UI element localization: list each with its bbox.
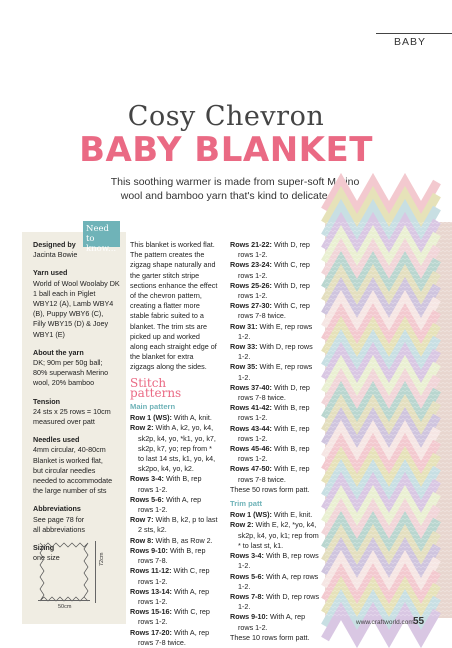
sidebar-block-line: measured over patt xyxy=(33,417,95,427)
row-label: Rows 9-10: xyxy=(130,545,168,555)
pattern-row xyxy=(230,612,320,632)
row-label: Row 2: xyxy=(130,423,154,433)
row-label: Rows 3-4: xyxy=(130,474,164,484)
blanket-photo xyxy=(325,222,452,618)
standfirst: This soothing warmer is made from super-soft Merino wool and bamboo yarn that's kind to delicate skin xyxy=(110,176,360,202)
sidebar-block-line: (B), Puppy WBY6 (C), xyxy=(33,309,104,319)
row-label: Row 8: xyxy=(130,535,154,545)
sidebar-block-line: DK; 90m per 50g ball; xyxy=(33,358,103,368)
pattern-row xyxy=(130,423,218,474)
row-instruction: With A, rep rows 1-2. xyxy=(238,571,319,591)
pattern-row xyxy=(230,551,320,571)
main-pattern-rows-cont xyxy=(230,240,320,485)
row-instruction: With C, rep rows 7-8 twice. xyxy=(238,301,310,321)
row-instruction: With D, rep rows 1-2. xyxy=(238,240,310,260)
row-label: Row 33: xyxy=(230,342,258,352)
row-instruction: With E, k2, *yo, k4, sk2p, k4, yo, k1; rep from * to last st, k1. xyxy=(238,520,319,550)
row-label: Rows 45-46: xyxy=(230,444,272,454)
pattern-row xyxy=(230,403,320,423)
row-label: Row 1 (WS): xyxy=(230,510,272,520)
pattern-row xyxy=(230,322,320,342)
row-instruction: With E, rep rows 1-2. xyxy=(238,423,310,443)
row-label: Row 1 (WS): xyxy=(130,413,172,423)
sidebar-block xyxy=(33,397,125,428)
pattern-row xyxy=(130,495,218,515)
row-label: Rows 13-14: xyxy=(130,586,172,596)
row-instruction: With B, as Row 2. xyxy=(153,535,213,545)
row-instruction: With B, rep rows 1-2. xyxy=(238,551,319,571)
sidebar-block xyxy=(33,240,125,260)
row-label: Rows 11-12: xyxy=(130,566,172,576)
width-label: 50cm xyxy=(58,604,72,610)
pattern-row xyxy=(230,240,320,260)
row-label: Rows 5-6: xyxy=(230,571,264,581)
row-instruction: With D, rep rows 1-2. xyxy=(238,280,310,301)
trim-end-note: These 10 rows form patt. xyxy=(230,632,310,642)
pattern-row xyxy=(230,520,320,551)
sidebar-block-line: needed to accommodate xyxy=(33,476,113,486)
row-label: Rows 47-50: xyxy=(230,464,272,474)
section-label: BABY xyxy=(394,36,427,48)
pattern-row xyxy=(230,592,320,612)
row-instruction: With C, rep rows 1-2. xyxy=(138,607,210,627)
sidebar-block-line: WBY12 (A), Lamb WBY4 xyxy=(33,299,114,309)
row-instruction: With D, rep rows 7-8 twice. xyxy=(238,382,310,403)
pattern-row xyxy=(230,260,320,280)
title-line-2: BABY BLANKET xyxy=(79,130,373,170)
sidebar-block-line: World of Wool Woolaby DK xyxy=(33,278,120,288)
title-line-1: Cosy Chevron xyxy=(127,101,325,132)
pattern-row xyxy=(130,413,218,423)
sidebar-block-line: 80% superwash Merino xyxy=(33,368,109,378)
row-instruction: With A, rep rows 1-2. xyxy=(138,494,202,515)
row-label: Row 31: xyxy=(230,321,258,331)
pattern-row xyxy=(230,444,320,464)
section-tag xyxy=(376,33,452,49)
sidebar-block xyxy=(33,435,125,496)
pattern-row xyxy=(130,536,218,546)
row-label: Rows 37-40: xyxy=(230,382,272,392)
sidebar-block-line: Filly WBY15 (D) & Joey xyxy=(33,319,109,329)
pattern-row xyxy=(230,301,320,321)
sidebar-block-heading: Abbreviations xyxy=(33,504,81,514)
sidebar-block-line: Jacinta Bowie xyxy=(33,250,78,260)
row-instruction: With D, rep rows 1-2. xyxy=(238,591,320,612)
pattern-row xyxy=(130,515,218,535)
sidebar-block-line: 24 sts x 25 rows = 10cm xyxy=(33,406,111,416)
pattern-column-1 xyxy=(130,240,218,648)
height-label: 72cm xyxy=(99,552,105,566)
pattern-row xyxy=(130,566,218,586)
sidebar-block-line: 1 ball each in Piglet xyxy=(33,288,96,298)
row-instruction: With C, rep rows 1-2. xyxy=(138,566,210,586)
pattern-row xyxy=(230,510,320,520)
row-instruction: With A, rep rows 1-2. xyxy=(238,612,306,632)
row-instruction: With B, k2, p to last 2 sts, k2. xyxy=(138,515,218,535)
sidebar-block-line: WBY1 (E) xyxy=(33,329,65,339)
pattern-row xyxy=(230,383,320,403)
main-pattern-subheading: Main pattern xyxy=(130,402,176,412)
row-label: Rows 17-20: xyxy=(130,627,172,637)
sidebar-block-line: but circular needles xyxy=(33,465,96,475)
intro-text: This blanket is worked flat. The pattern creates the zigzag shape naturally and the garter stitch stripe sections enhance the effect of the chevron pattern, creating a flatter more stable fabric suited to a blanket. The trim sts are picked up and worked along each straight edge of the blanket for extra zigzags along the sides. xyxy=(130,240,218,372)
stitch-patterns-heading: Stitch patterns xyxy=(130,375,182,400)
sidebar-block-heading: Needles used xyxy=(33,435,80,445)
sidebar-block-heading: Designed by xyxy=(33,240,76,249)
sidebar-block xyxy=(33,504,125,535)
trim-pattern-rows xyxy=(230,510,320,632)
sidebar-block-line: one size xyxy=(33,553,60,563)
row-label: Rows 15-16: xyxy=(130,607,172,617)
row-label: Rows 3-4: xyxy=(230,551,264,561)
main-pattern-rows xyxy=(130,413,218,648)
pattern-row xyxy=(230,342,320,362)
row-instruction: With E, rep rows 1-2. xyxy=(238,321,313,341)
width-dimension-line xyxy=(38,600,90,601)
row-label: Rows 5-6: xyxy=(130,494,164,504)
sidebar-block xyxy=(33,348,125,389)
sidebar-block-line: all abbreviations xyxy=(33,524,85,534)
sidebar-block-line: wool, 20% bamboo xyxy=(33,378,95,388)
sidebar-block-heading: Sizing xyxy=(33,543,55,553)
row-label: Rows 43-44: xyxy=(230,423,272,433)
row-instruction: With A, k2, yo, k4, sk2p, k4, yo, *k1, yo, k7, sk2p, k7, yo; rep from * to last 14 sts, k1, yo, k4, sk2po, k4, yo, k2. xyxy=(138,423,216,474)
height-dimension-line xyxy=(95,541,96,603)
row-instruction: With E, knit. xyxy=(271,510,313,520)
row-label: Rows 27-30: xyxy=(230,301,272,311)
row-instruction: With B, rep rows 1-2. xyxy=(138,474,202,494)
row-instruction: With A, rep rows 7-8 twice. xyxy=(138,627,210,647)
sidebar-block-line: 4mm circular, 40-80cm xyxy=(33,445,106,455)
sidebar-block-line: the large number of sts xyxy=(33,486,107,496)
pattern-row xyxy=(230,362,320,382)
sidebar-block-heading: Tension xyxy=(33,396,61,406)
pattern-row xyxy=(230,281,320,301)
row-instruction: With B, rep rows 1-2. xyxy=(238,444,310,464)
row-instruction: With A, rep rows 1-2. xyxy=(138,586,210,606)
row-label: Row 2: xyxy=(230,520,254,530)
pattern-row xyxy=(130,474,218,494)
sidebar-block-line: See page 78 for xyxy=(33,514,85,524)
row-instruction: With B, rep rows 1-2. xyxy=(238,403,310,423)
pattern-row xyxy=(230,424,320,444)
blanket-shape-diagram xyxy=(38,541,90,603)
sidebar-content xyxy=(33,240,125,571)
row-label: Rows 7-8: xyxy=(230,591,264,601)
pattern-row xyxy=(230,464,320,484)
trim-pattern-subheading: Trim patt xyxy=(230,499,263,509)
row-label: Rows 25-26: xyxy=(230,280,272,290)
row-label: Rows 23-24: xyxy=(230,260,272,270)
row-instruction: With A, knit. xyxy=(171,413,212,423)
row-instruction: With B, rep rows 7-8. xyxy=(138,545,206,566)
pattern-column-2 xyxy=(230,240,320,643)
row-label: Rows 21-22: xyxy=(230,240,272,249)
page-number: 55 xyxy=(413,616,425,627)
pattern-row xyxy=(130,628,218,648)
sidebar-block xyxy=(33,268,125,339)
sidebar-block-heading: Yarn used xyxy=(33,268,68,278)
rows-end-note: These 50 rows form patt. xyxy=(230,484,310,494)
row-instruction: With E, rep rows 1-2. xyxy=(238,362,313,382)
sidebar-block-heading: About the yarn xyxy=(33,347,84,357)
row-instruction: With C, rep rows 1-2. xyxy=(238,260,310,280)
need-to-know-badge: Need to know... xyxy=(83,221,120,247)
row-label: Row 7: xyxy=(130,515,154,525)
pattern-row xyxy=(130,607,218,627)
row-instruction: With E, rep rows 7-8 twice. xyxy=(238,464,310,484)
pattern-row xyxy=(130,546,218,566)
row-instruction: With D, rep rows 1-2. xyxy=(238,342,313,362)
pattern-row xyxy=(230,572,320,592)
row-label: Rows 41-42: xyxy=(230,403,272,413)
row-label: Row 35: xyxy=(230,362,258,372)
pattern-row xyxy=(130,587,218,607)
footer-url: www.craftworld.com xyxy=(356,619,414,626)
sidebar-block-line: Blanket is worked flat, xyxy=(33,455,103,465)
row-label: Rows 9-10: xyxy=(230,612,268,622)
